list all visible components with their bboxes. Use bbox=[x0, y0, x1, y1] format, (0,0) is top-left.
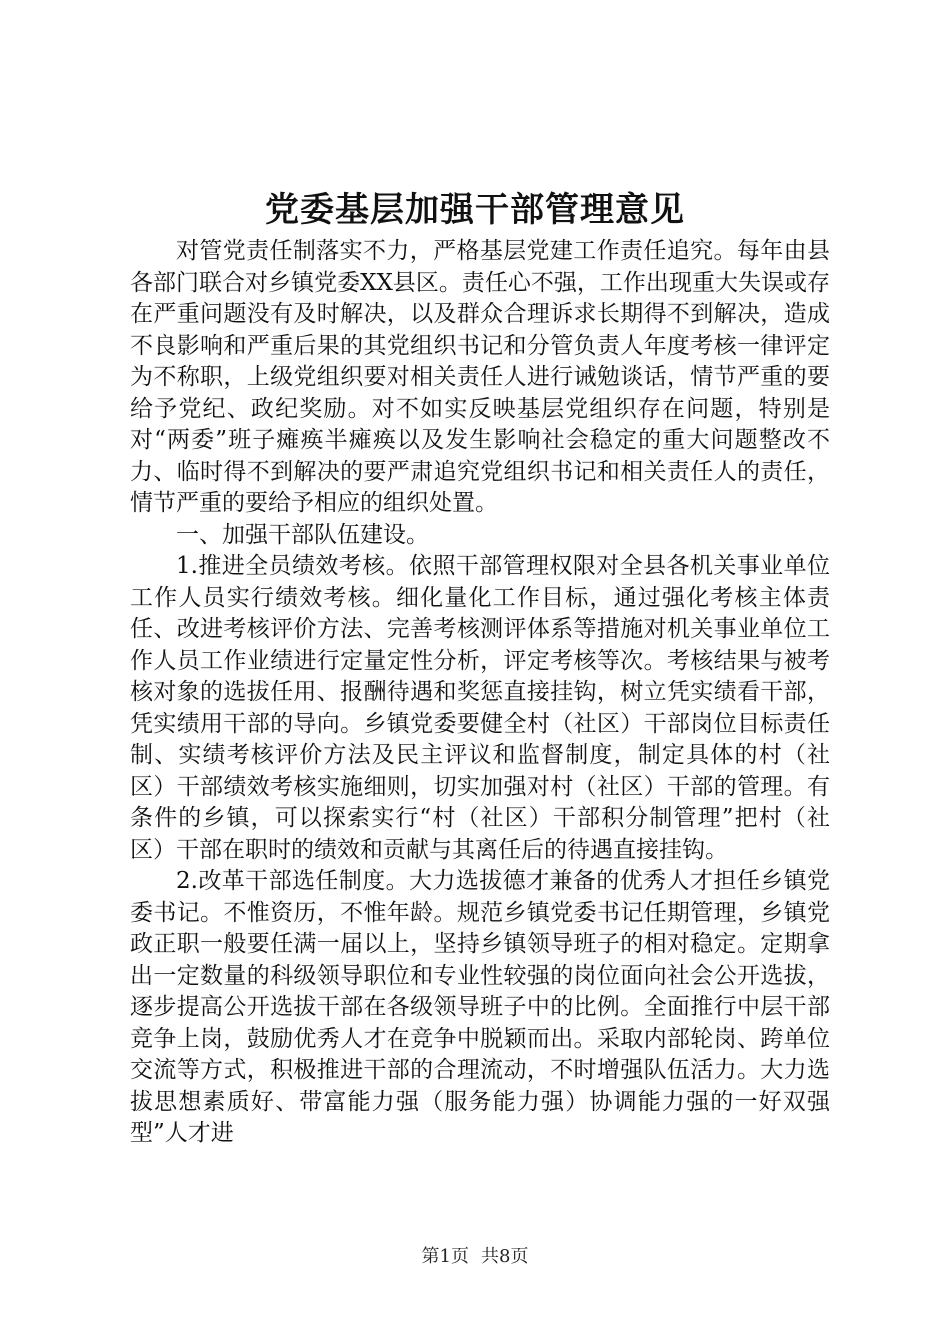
section-heading: 一、加强干部队伍建设。 bbox=[176, 521, 429, 548]
document-title: 党委基层加强干部管理意见 bbox=[265, 190, 685, 230]
paragraph-item-2: 2.改革干部选任制度。大力选拔德才兼备的优秀人才担任乡镇党委书记。不惟资历，不惟年龄。规范乡镇党委书记任期管理，乡镇党政正职一般要任满一届以上，坚持乡镇领导班子的相对稳定。定期拿出一定数量的科级领导职位和专业性较强的岗位面向社会公开选拔，逐步提高公开选拔干部在各级领导班子中的比例。全面推行中层干部竞争上岗，鼓励优秀人才在竞争中脱颖而出。采取内部轮岗、跨单位交流等方式，积极推进干部的合理流动，不时增强队伍活力。大力选拔思想素质好、带富能力强（服务能力强）协调能力强的一好双强型”人才进 bbox=[130, 868, 830, 1146]
document-body bbox=[130, 236, 830, 1150]
page-number: 第1页 bbox=[421, 1246, 469, 1267]
page-total: 共8页 bbox=[481, 1246, 529, 1267]
paragraph-intro: 对管党责任制落实不力，严格基层党建工作责任追究。每年由县各部门联合对乡镇党委XX县区。责任心不强，工作出现重大失误或存在严重问题没有及时解决，以及群众合理诉求长期得不到解决，造成不良影响和严重后果的其党组织书记和分管负责人年度考核一律评定为不称职，上级党组织要对相关责任人进行诫勉谈话，情节严重的要给予党纪、政纪奖励。对不如实反映基层党组织存在问题，特别是对“两委”班子瘫痪半瘫痪以及发生影响社会稳定的重大问题整改不力、临时得不到解决的要严肃追究党组织书记和相关责任人的责任，情节严重的要给予相应的组织处置。 bbox=[130, 238, 830, 516]
paragraph-item-1: 1.推进全员绩效考核。依照干部管理权限对全县各机关事业单位工作人员实行绩效考核。细化量化工作目标，通过强化考核主体责任、改进考核评价方法、完善考核测评体系等措施对机关事业单位工作人员工作业绩进行定量定性分析，评定考核等次。考核结果与被考核对象的选拔任用、报酬待遇和奖惩直接挂钩，树立凭实绩看干部，凭实绩用干部的导向。乡镇党委要健全村（社区）干部岗位目标责任制、实绩考核评价方法及民主评议和监督制度，制定具体的村（社区）干部绩效考核实施细则，切实加强对村（社区）干部的管理。有条件的乡镇，可以探索实行“村（社区）干部积分制管理”把村（社区）干部在职时的绩效和贡献与其离任后的待遇直接挂钩。 bbox=[130, 553, 830, 863]
page-footer bbox=[0, 1242, 950, 1268]
